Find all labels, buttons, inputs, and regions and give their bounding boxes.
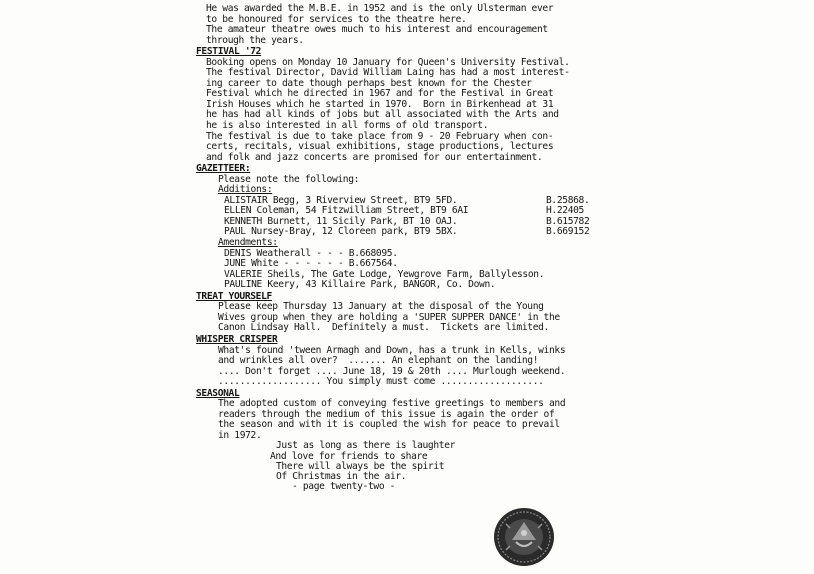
amendments-heading: Amendments: — [218, 237, 278, 249]
treat-heading: TREAT YOURSELF — [196, 290, 272, 302]
amendment-entry: PAULINE Keery, 43 Killaire Park, BANGOR, Co. Down. — [224, 279, 496, 291]
seasonal-line: in 1972. — [218, 429, 262, 441]
festival-line: he has had all kinds of jobs but all associated with the Arts and — [206, 109, 559, 121]
intro-line: The amateur theatre owes much to his interest and encouragement — [206, 24, 548, 36]
whisper-line: and wrinkles all over? ....... An elephant on the landing! — [218, 355, 539, 367]
festival-heading: FESTIVAL '72 — [196, 46, 262, 58]
gazetteer-intro: Please note the following: — [218, 173, 360, 185]
whisper-line: What's found 'tween Armagh and Down, has a trunk in Kells, winks — [218, 344, 566, 356]
festival-line: The festival Director, David William Laing has had a most interest- — [206, 67, 570, 79]
poem-line: And love for friends to share — [270, 450, 428, 462]
seal-emblem-icon — [492, 506, 556, 568]
intro-line: He was awarded the M.B.E. in 1952 and is the only Ulsterman ever — [206, 3, 554, 14]
addition-name: ALISTAIR Begg, 3 Riverview Street, BT9 5FD. — [224, 194, 458, 206]
addition-name: ELLEN Coleman, 54 Fitzwilliam Street, BT9 6AI — [224, 205, 469, 217]
seasonal-heading: SEASONAL — [196, 387, 240, 399]
gazetteer-heading: GAZETTEER: — [196, 163, 251, 175]
whisper-line: ................... You simply must come ................... — [218, 376, 544, 388]
festival-line: Irish Houses which he started in 1970. Born in Birkenhead at 31 — [206, 98, 554, 110]
festival-line: Festival which he directed in 1967 and for the Festival in Great — [206, 88, 554, 100]
seasonal-line: readers through the medium of this issue is again the order of — [218, 408, 555, 420]
festival-line: ing career to date though perhaps best known for the Chester — [206, 77, 532, 89]
festival-line: Booking opens on Monday 10 January for Queen's University Festival. — [206, 56, 570, 68]
amendment-entry: DENIS Weatherall - - - B.668095. — [224, 247, 398, 259]
festival-line: and folk and jazz concerts are promised for our entertainment. — [206, 151, 543, 163]
page-number: - page twenty-two - — [292, 481, 396, 493]
addition-phone: B.615782 — [546, 215, 590, 227]
poem-line: Just as long as there is laughter — [276, 440, 456, 452]
addition-phone: H.22405 — [546, 205, 584, 217]
typed-column — [196, 3, 616, 493]
treat-line: Wives group when they are holding a 'SUPER SUPPER DANCE' in the — [218, 311, 560, 323]
addition-name: KENNETH Burnett, 11 Sicily Park, BT 10 OAJ. — [224, 215, 458, 227]
intro-line: through the years. — [206, 34, 304, 46]
poem-line: There will always be the spirit — [276, 460, 445, 472]
amendment-entry: VALERIE Sheils, The Gate Lodge, Yewgrove Farm, Ballylesson. — [224, 268, 545, 280]
festival-line: The festival is due to take place from 9 - 20 February when con- — [206, 130, 554, 142]
treat-line: Canon Lindsay Hall. Definitely a must. Tickets are limited. — [218, 322, 549, 334]
addition-phone: B.669152 — [546, 226, 590, 238]
addition-name: PAUL Nursey-Bray, 12 Cloreen park, BT9 5BX. — [224, 226, 458, 238]
festival-line: he is also interested in all forms of old transport. — [206, 120, 489, 132]
addition-phone: B.25868. — [546, 194, 590, 206]
amendment-entry: JUNE White - - - - - - B.667564. — [224, 258, 398, 270]
whisper-heading: WHISPER CRISPER — [196, 333, 278, 345]
intro-line: to be honoured for services to the theatre here. — [206, 13, 467, 25]
treat-line: Please keep Thursday 13 January at the disposal of the Young — [218, 301, 544, 313]
poem-line: Of Christmas in the air. — [276, 471, 407, 483]
whisper-line: .... Don't forget .... June 18, 19 & 20th .... Murlough weekend. — [218, 365, 566, 377]
additions-heading: Additions: — [218, 184, 273, 196]
festival-line: certs, recitals, visual exhibitions, stage productions, lectures — [206, 141, 554, 153]
seasonal-line: The adopted custom of conveying festive greetings to members and — [218, 398, 566, 410]
seasonal-line: the season and with it is coupled the wish for peace to prevail — [218, 419, 560, 431]
